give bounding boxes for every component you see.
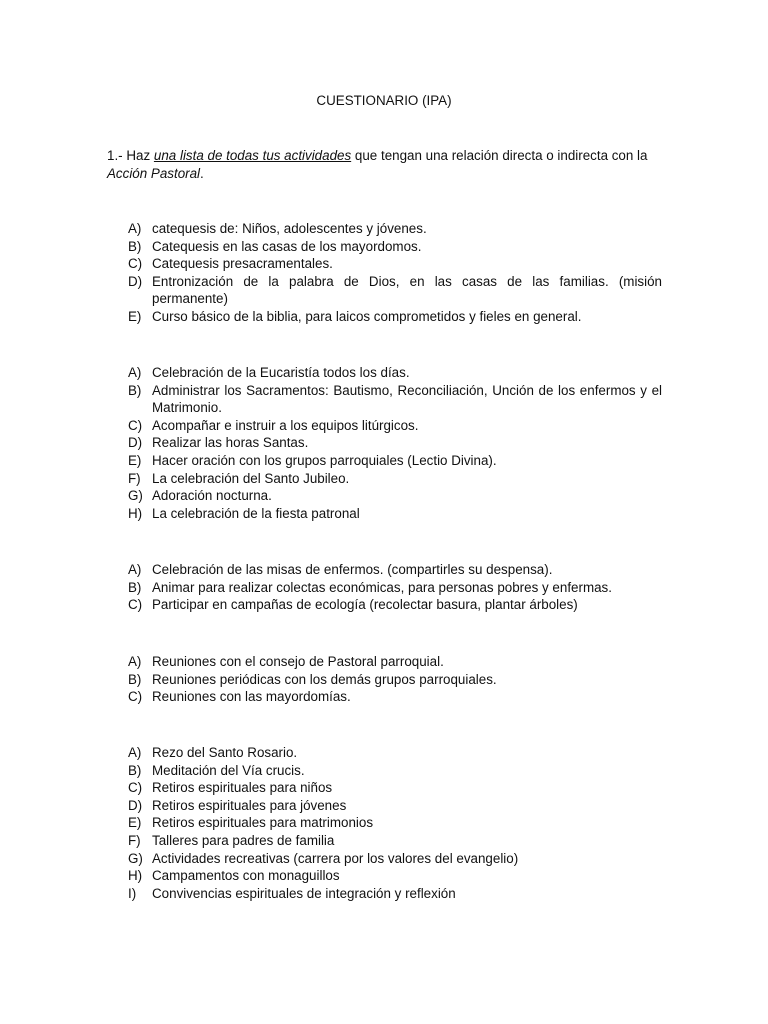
- list-item-text: Meditación del Vía crucis.: [152, 762, 305, 778]
- list-item-text: Acompañar e instruir a los equipos litúrgicos.: [152, 417, 419, 433]
- list-item: [128, 653, 662, 671]
- list-item-text: Adoración nocturna.: [152, 488, 272, 504]
- list-item: [128, 452, 662, 470]
- list-item-text: Convivencias espirituales de integración y reflexión: [152, 885, 456, 901]
- list-item-text: Actividades recreativas (carrera por los valores del evangelio): [152, 850, 519, 866]
- document-title: CUESTIONARIO (IPA): [316, 93, 452, 108]
- question-underlined-text: una lista de todas tus actividades: [153, 148, 352, 163]
- list-item: [128, 688, 662, 706]
- list-item-text: Rezo del Santo Rosario.: [152, 745, 298, 760]
- list-item-text: Celebración de las misas de enfermos. (compartirles su despensa).: [152, 562, 553, 577]
- list-item: [128, 470, 662, 488]
- list-item-letter: E): [128, 815, 142, 831]
- list-item-text: catequesis de: Niños, adolescentes y jóvenes.: [152, 221, 427, 236]
- list-item-text: Campamentos con monaguillos: [152, 868, 340, 884]
- list-item: [128, 744, 662, 762]
- list-item-text: Retiros espirituales para niños: [152, 780, 333, 796]
- list-item-text: Catequesis presacramentales.: [152, 256, 333, 272]
- activity-list-espiritualidad: [128, 744, 662, 902]
- list-item-text: Talleres para padres de familia: [152, 832, 335, 848]
- list-item: [128, 814, 662, 832]
- list-item: [128, 434, 662, 452]
- list-item-letter: A): [128, 221, 142, 236]
- list-item: [128, 671, 662, 689]
- list-item-text: Retiros espirituales para jóvenes: [152, 797, 347, 813]
- list-item-letter: B): [128, 579, 142, 595]
- list-item: [128, 308, 662, 326]
- list-item-letter: B): [128, 238, 142, 254]
- list-item: [128, 762, 662, 780]
- list-item-letter: A): [128, 562, 142, 577]
- list-item-text: Animar para realizar colectas económicas, para personas pobres y enfermas.: [152, 579, 612, 595]
- list-item-letter: B): [128, 762, 142, 778]
- list-item-letter: F): [128, 832, 141, 848]
- list-item-text: Curso básico de la biblia, para laicos comprometidos y fieles en general.: [152, 308, 582, 324]
- list-item-letter: C): [128, 597, 143, 613]
- list-item-text: Reuniones periódicas con los demás grupos parroquiales.: [152, 671, 497, 687]
- list-item-letter: E): [128, 452, 142, 468]
- activity-list-catequesis: [128, 220, 662, 326]
- list-item-text: Celebración de la Eucaristía todos los días.: [152, 365, 410, 380]
- list-item-letter: A): [128, 365, 142, 380]
- list-item-text: Reuniones con el consejo de Pastoral parroquial.: [152, 654, 444, 669]
- list-item: [128, 867, 662, 885]
- list-item: [128, 255, 662, 273]
- list-item: [128, 273, 662, 308]
- list-item-text: La celebración del Santo Jubileo.: [152, 470, 350, 486]
- list-item-letter: E): [128, 308, 142, 324]
- list-item-text: Reuniones con las mayordomías.: [152, 689, 351, 705]
- list-item: [128, 238, 662, 256]
- list-item: [128, 779, 662, 797]
- list-item-text: Realizar las horas Santas.: [152, 435, 309, 451]
- list-item-letter: H): [128, 868, 143, 884]
- question-end-text: .: [200, 166, 204, 181]
- list-item-text: Entronización de la palabra de Dios, en las casas de las familias. (misión permanente): [152, 273, 662, 307]
- question-italic-text: Acción Pastoral: [107, 166, 201, 181]
- list-item-letter: D): [128, 435, 143, 451]
- activity-list-caridad: [128, 561, 662, 614]
- list-item-letter: C): [128, 780, 143, 796]
- list-item-letter: C): [128, 689, 143, 705]
- list-item-letter: C): [128, 256, 143, 272]
- list-item: [128, 579, 662, 597]
- list-item: [128, 885, 662, 903]
- list-item: [128, 505, 662, 523]
- list-item: [128, 832, 662, 850]
- list-item-letter: G): [128, 850, 143, 866]
- question-1: [107, 147, 667, 183]
- list-item-text: La celebración de la fiesta patronal: [152, 505, 360, 521]
- activity-list-liturgia: [128, 364, 662, 522]
- list-item-text: Participar en campañas de ecología (recolectar basura, plantar árboles): [152, 597, 578, 613]
- list-item-letter: B): [128, 382, 142, 398]
- list-item-text: Catequesis en las casas de los mayordomos.: [152, 238, 422, 254]
- list-item-letter: F): [128, 470, 141, 486]
- list-item: [128, 220, 662, 238]
- question-middle-text: que tengan una relación directa o indirecta con la: [354, 148, 648, 163]
- activity-list-reuniones: [128, 653, 662, 706]
- list-item-letter: A): [128, 745, 142, 760]
- list-item: [128, 596, 662, 614]
- list-item-letter: I): [128, 885, 137, 901]
- list-item-letter: A): [128, 654, 142, 669]
- list-item-text: Hacer oración con los grupos parroquiales (Lectio Divina).: [152, 452, 497, 468]
- list-item: [128, 364, 662, 382]
- list-item: [128, 850, 662, 868]
- list-item-letter: C): [128, 417, 143, 433]
- list-item-letter: B): [128, 671, 142, 687]
- list-item-text: Retiros espirituales para matrimonios: [152, 815, 374, 831]
- list-item-letter: D): [128, 797, 143, 813]
- list-item: [128, 797, 662, 815]
- list-item-letter: H): [128, 505, 143, 521]
- list-item: [128, 561, 662, 579]
- list-item-letter: G): [128, 488, 143, 504]
- list-item-text: Administrar los Sacramentos: Bautismo, Reconciliación, Unción de los enfermos y el Matrimonio.: [152, 382, 662, 416]
- list-item: [128, 382, 662, 417]
- list-item: [128, 417, 662, 435]
- list-item: [128, 487, 662, 505]
- question-number: 1.- Haz: [107, 148, 151, 163]
- list-item-letter: D): [128, 273, 143, 289]
